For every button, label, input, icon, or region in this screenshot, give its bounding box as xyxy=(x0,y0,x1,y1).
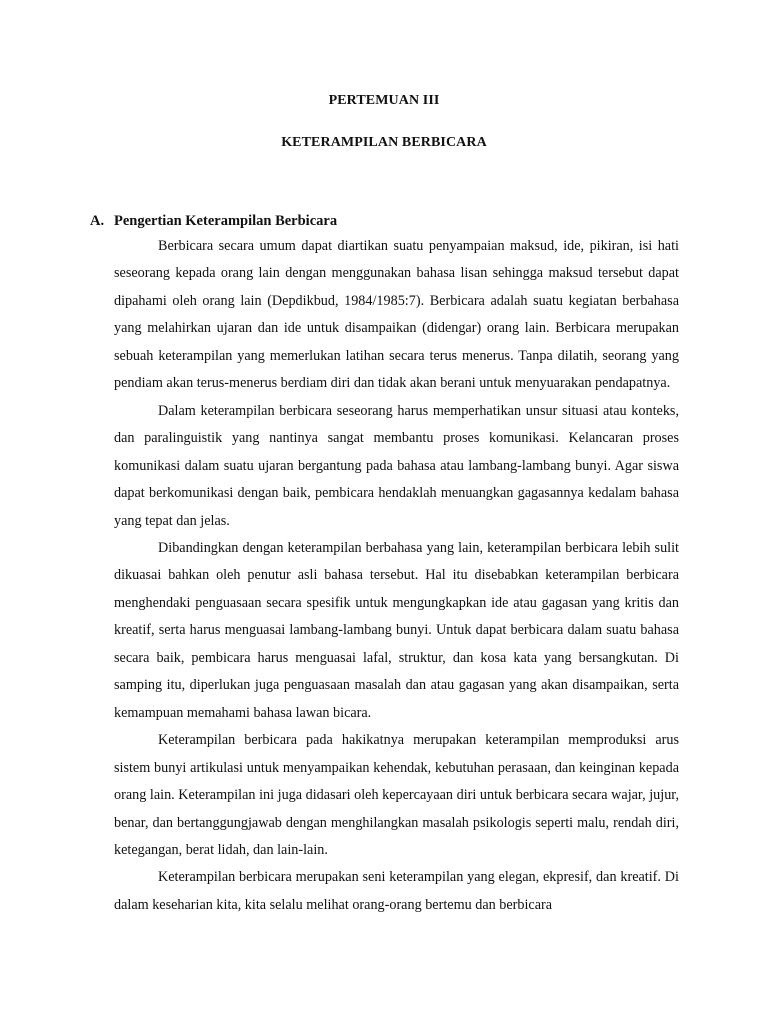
section-body xyxy=(114,233,679,919)
paragraph: Dibandingkan dengan keterampilan berbahasa yang lain, keterampilan berbicara lebih sulit dikuasai bahkan oleh penutur asli bahasa tersebut. Hal itu disebabkan keterampilan berbicara menghendaki penguasaan secara spesifik untuk mengungkapkan ide atau gagasan yang kritis dan kreatif, serta harus menguasai lambang-lambang bunyi. Untuk dapat berbicara dalam suatu bahasa secara baik, pembicara harus menguasai lafal, struktur, dan kosa kata yang bersangkutan. Di samping itu, diperlukan juga penguasaan masalah dan atau gagasan yang akan disampaikan, serta kemampuan memahami bahasa lawan bicara. xyxy=(114,539,679,721)
paragraph: Keterampilan berbicara pada hakikatnya merupakan keterampilan memproduksi arus sistem bunyi artikulasi untuk menyampaikan kehendak, kebutuhan perasaan, dan keinginan kepada orang lain. Keterampilan ini juga didasari oleh kepercayaan diri untuk berbicara secara wajar, jujur, benar, dan bertanggungjawab dengan menghilangkan masalah psikologis seperti malu, rendah diri, ketegangan, berat lidah, dan lain-lain. xyxy=(114,732,679,858)
paragraph: Keterampilan berbicara merupakan seni keterampilan yang elegan, ekpresif, dan kreatif. Di dalam keseharian kita, kita selalu melihat orang-orang bertemu dan berbicara xyxy=(114,869,679,913)
section-letter: A. xyxy=(90,213,105,229)
page-title: PERTEMUAN III xyxy=(328,93,440,108)
page-subtitle: KETERAMPILAN BERBICARA xyxy=(281,135,487,150)
paragraph: Dalam keterampilan berbicara seseorang harus memperhatikan unsur situasi atau konteks, dan paralinguistik yang nantinya sangat membantu proses komunikasi. Kelancaran proses komunikasi dalam suatu ujaran bergantung pada bahasa atau lambang-lambang bunyi. Agar siswa dapat berkomunikasi dengan baik, pembicara hendaklah menuangkan gagasannya kedalam bahasa yang tepat dan jelas. xyxy=(114,402,679,529)
section-heading xyxy=(90,213,337,230)
paragraph: Berbicara secara umum dapat diartikan suatu penyampaian maksud, ide, pikiran, isi hati seseorang kepada orang lain dengan menggunakan bahasa lisan sehingga maksud tersebut dapat dipahami oleh orang lain (Depdikbud, 1984/1985:7). Berbicara adalah suatu kegiatan berbahasa yang melahirkan ujaran dan ide untuk disampaikan (didengar) orang lain. Berbicara merupakan sebuah keterampilan yang memerlukan latihan secara terus menerus. Tanpa dilatih, seorang yang pendiam akan terus-menerus berdiam diri dan tidak akan berani untuk menyuarakan pendapatnya. xyxy=(114,238,679,392)
section-heading-text: Pengertian Keterampilan Berbicara xyxy=(114,213,338,229)
